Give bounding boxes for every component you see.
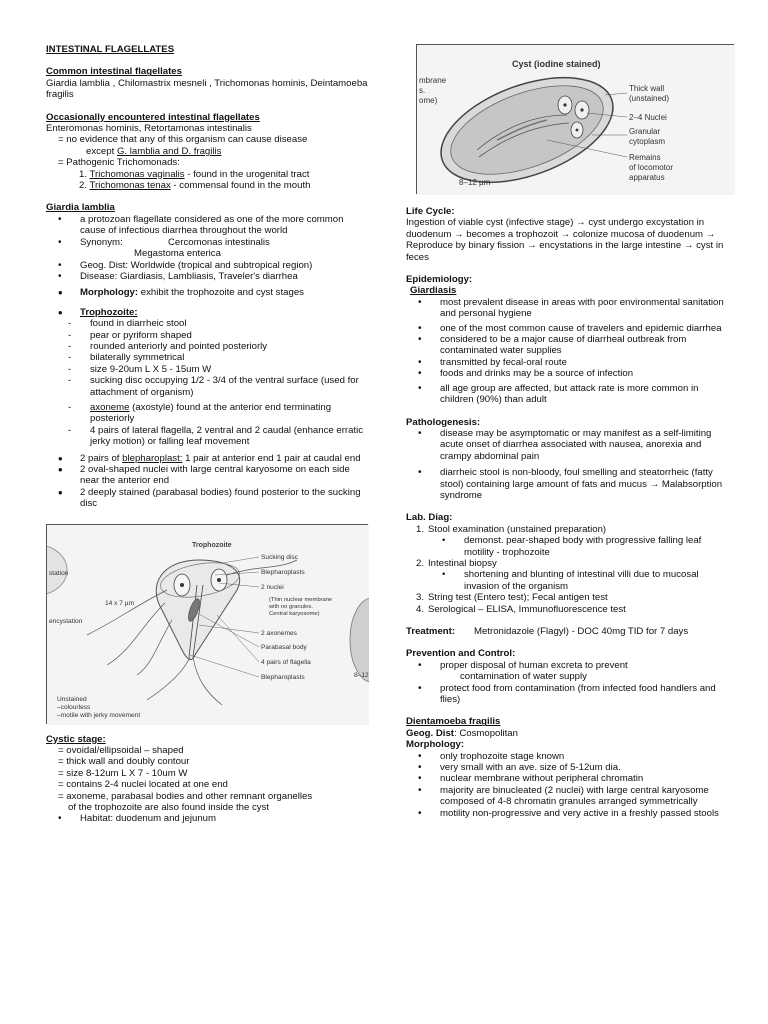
label-membrane: (Thin nuclear membrane	[269, 596, 333, 603]
list-item: • disease may be asymptomatic or may manifest as a self-limiting acute onset of diarrhea associated with nausea, anorexia and crampy abdominal pain	[406, 428, 724, 462]
list-item: • 2 deeply stained (parabasal bodies) found posterior to the sucking disc	[46, 487, 368, 510]
list-item: • transmitted by fecal-oral route	[406, 357, 724, 368]
list-item: = size 8-12um L X 7 - 10um W	[58, 767, 188, 779]
label-unstained: (unstained)	[629, 94, 670, 103]
list-item: - bilaterally symmetrical	[46, 352, 368, 363]
lab-diag-list-3	[406, 592, 724, 615]
life-cycle-heading: Life Cycle:	[406, 206, 455, 217]
right-column	[406, 44, 724, 819]
label-side-size: 8–12	[354, 671, 369, 679]
lab-diag-heading: Lab. Diag:	[406, 512, 453, 524]
label-station: station	[49, 569, 69, 577]
life-cycle-text-2: Reproduce by binary fission → encystations in the large intestine → cyst in feces	[406, 240, 724, 263]
list-item: • considered to be a major cause of diarrheal outbreak from contaminated water supplies	[406, 334, 724, 357]
label-membrane-2: s.	[419, 86, 426, 95]
treatment-label: Treatment:	[406, 626, 456, 637]
geog-dist-line: Geog. Dist: Cosmopolitan	[406, 727, 518, 739]
list-item: • Synonym: Cercomonas intestinalis Megastoma enterica	[46, 237, 368, 260]
cyst-figure	[416, 44, 734, 194]
label-sucking-disc: Sucking disc	[261, 553, 299, 561]
cyst-list	[46, 745, 368, 813]
giardia-heading: Giardia lamblia	[46, 202, 115, 214]
label-axonemes: 2 axonemes	[261, 629, 297, 637]
list-item: • very small with an ave. size of 5-12um dia.	[406, 762, 724, 773]
epidemiology-heading: Epidemiology:	[406, 274, 473, 286]
list-item: • motility non-progressive and very active in a freshly passed stools	[406, 808, 724, 819]
giardiasis-heading: Giardiasis	[410, 285, 457, 297]
dientamoeba-heading: Dientamoeba fragilis	[406, 716, 501, 728]
cystic-stage-heading: Cystic stage:	[46, 733, 106, 745]
label-size: 8–12 µm	[459, 178, 491, 187]
occasional-flagellates-heading: Occasionally encountered intestinal flagellates	[46, 111, 260, 123]
trichomonas-vaginalis-line: 1. Trichomonas vaginalis - found in the urogenital tract	[79, 168, 310, 180]
label-membrane: mbrane	[419, 76, 447, 85]
pathogenesis-list	[406, 428, 724, 501]
label-motile: –motile with jerky movement	[57, 711, 141, 719]
prevention-list	[406, 660, 724, 706]
list-item: 1. Stool examination (unstained preparation)	[416, 523, 607, 535]
label-parabasal: Parabasal body	[261, 643, 307, 651]
lab-diag-list-2	[406, 558, 724, 569]
list-item: • 2 oval-shaped nuclei with large central karyosome on each side near the anterior end	[46, 464, 368, 487]
habitat-list	[46, 813, 368, 824]
list-item: • most prevalent disease in areas with poor environmental sanitation and personal hygiene	[406, 297, 724, 320]
list-item: • nuclear membrane without peripheral chromatin	[406, 773, 724, 784]
list-item: • a protozoan flagellate considered as one of the more common cause of infectious diarrhea throughout the world	[46, 214, 368, 237]
organelle-list	[46, 453, 368, 510]
lab-diag-list	[406, 524, 724, 535]
label-apparatus: apparatus	[629, 173, 665, 182]
label-membrane-2: with no granules.	[269, 603, 313, 610]
list-item: = contains 2-4 nuclei located at one end	[58, 779, 228, 791]
label-unstained: Unstained	[57, 695, 87, 703]
label-flagella: 4 pairs of flagella	[261, 658, 311, 666]
epidemiology-list	[406, 297, 724, 406]
list-item: • all age group are affected, but attack rate is more common in children (90%) than adult	[406, 383, 724, 406]
list-item: • foods and drinks may be a source of infection	[406, 368, 724, 379]
list-item: • only trophozoite stage known	[406, 751, 724, 762]
list-item: • proper disposal of human excreta to prevent contamination of water supply	[406, 660, 724, 683]
giardia-list	[46, 214, 368, 282]
cyst-diagram	[417, 45, 735, 195]
label-nuclei: 2–4 Nuclei	[629, 113, 667, 122]
pathogenic-trichomonads: = Pathogenic Trichomonads:	[58, 157, 180, 169]
list-item: - size 9-20um L X 5 - 15um W	[46, 364, 368, 375]
list-item: - pear or pyriform shaped	[46, 330, 368, 341]
list-item: - rounded anteriorly and pointed posteriorly	[46, 341, 368, 352]
trophozoite-list	[46, 318, 368, 447]
label-remains: Remains	[629, 153, 661, 162]
morphology-list	[46, 287, 368, 318]
prevention-heading: Prevention and Control:	[406, 648, 516, 660]
dient-morphology-heading: Morphology:	[406, 739, 465, 751]
list-item: 2. Intestinal biopsy	[416, 557, 497, 569]
list-item: • Disease: Giardiasis, Lambliasis, Traveler's diarrhea	[46, 271, 368, 282]
label-granular: Granular	[629, 127, 661, 136]
list-item: • Morphology: exhibit the trophozoite and cyst stages	[46, 287, 368, 298]
treatment-text: Metronidazole (Flagyl) - DOC 40mg TID for 7 days	[474, 626, 689, 637]
lab-sub-list-2	[406, 569, 724, 592]
trophozoite-figure	[46, 524, 368, 724]
pathogenesis-heading: Pathologenesis:	[406, 416, 481, 428]
common-flagellates-heading: Common intestinal flagellates	[46, 66, 182, 78]
list-item: • protect food from contamination (from infected food handlers and flies)	[406, 683, 724, 706]
label-encystation: encystation	[49, 617, 83, 625]
list-item: • Geog. Dist: Worldwide (tropical and subtropical region)	[46, 260, 368, 271]
label-thick-wall: Thick wall	[629, 84, 665, 93]
label-size: 14 x 7 µm	[105, 599, 135, 607]
label-membrane-3: ome)	[419, 96, 438, 105]
label-blepharoplasts: Blepharoplasts	[261, 568, 305, 576]
label-colourless: –colourless	[57, 703, 91, 711]
list-item: • one of the most common cause of travelers and epidemic diarrhea	[406, 323, 724, 334]
list-item: 3. String test (Entero test); Fecal antigen test	[416, 592, 608, 604]
common-flagellates-text: Giardia lamblia , Chilomastrix mesneli , Trichomonas hominis, Deintamoeba fragilis	[46, 77, 368, 101]
list-item: • majority are binucleated (2 nuclei) with large central karyosome composed of 4-8 chromatin granules arranged symmetrically	[406, 785, 724, 808]
list-item: - 4 pairs of lateral flagella, 2 ventral and 2 caudal (enhance erratic jerky motion) or falling leaf movement	[46, 425, 368, 448]
document-title: INTESTINAL FLAGELLATES	[46, 44, 175, 55]
list-item: • diarrheic stool is non-bloody, foul smelling and steatorrheic (fatty stool) containing large amount of fats and mucus → Malabsorption syndrome	[406, 467, 724, 501]
list-item: - sucking disc occupying 1/2 - 3/4 of the ventral surface (used for attachment of organism)	[46, 375, 368, 398]
list-item: • Trophozoite:	[46, 307, 368, 318]
list-item: of the trophozoite are also found inside the cyst	[68, 802, 270, 814]
left-column	[46, 44, 368, 825]
list-item: • shortening and blunting of intestinal villi due to mucosal invasion of the organism	[406, 569, 724, 592]
list-item: - found in diarrheic stool	[46, 318, 368, 329]
label-cytoplasm: cytoplasm	[629, 137, 666, 146]
list-item: = thick wall and doubly contour	[58, 756, 190, 768]
treatment-row	[406, 626, 724, 637]
no-evidence-text: = no evidence that any of this organism can cause disease	[58, 134, 308, 146]
label-nuclei: 2 nuclei	[261, 583, 284, 591]
cyst-figure-title: Cyst (iodine stained)	[512, 59, 601, 69]
list-item: • 2 pairs of blepharoplast: 1 pair at anterior end 1 pair at caudal end	[46, 453, 368, 464]
label-membrane-3: Central karyosome)	[269, 610, 320, 617]
except-line: except G. lamblia and D. fragilis	[86, 145, 222, 157]
figure-title: Trophozoite	[192, 541, 232, 549]
label-locomotor: of locomotor	[629, 163, 674, 172]
list-item: • Habitat: duodenum and jejunum	[46, 813, 368, 824]
list-item: • demonst. pear-shaped body with progressive falling leaf motility - trophozoite	[406, 535, 724, 558]
list-item: = ovoidal/ellipsoidal – shaped	[58, 745, 184, 757]
list-item: - axoneme (axostyle) found at the anterior end terminating posteriorly	[46, 402, 368, 425]
list-item: 4. Serological – ELISA, Immunofluorescence test	[416, 603, 626, 615]
trophozoite-diagram	[47, 525, 369, 725]
label-blepharoplasts-bottom: Blepharoplasts	[261, 673, 305, 681]
trichomonas-tenax-line: 2. Trichomonas tenax - commensal found in the mouth	[79, 180, 311, 192]
dientamoeba-list	[406, 751, 724, 819]
occasional-flagellates-text: Enteromonas hominis, Retortamonas intestinalis	[46, 123, 252, 135]
lab-sub-list	[406, 535, 724, 558]
list-item: = axoneme, parabasal bodies and other remnant organelles	[58, 790, 313, 802]
life-cycle-text: Ingestion of viable cyst (infective stage) → cyst undergo excystation in duodenum → becomes a trophozoit → colonize mucosa of duodenum →	[406, 217, 716, 240]
